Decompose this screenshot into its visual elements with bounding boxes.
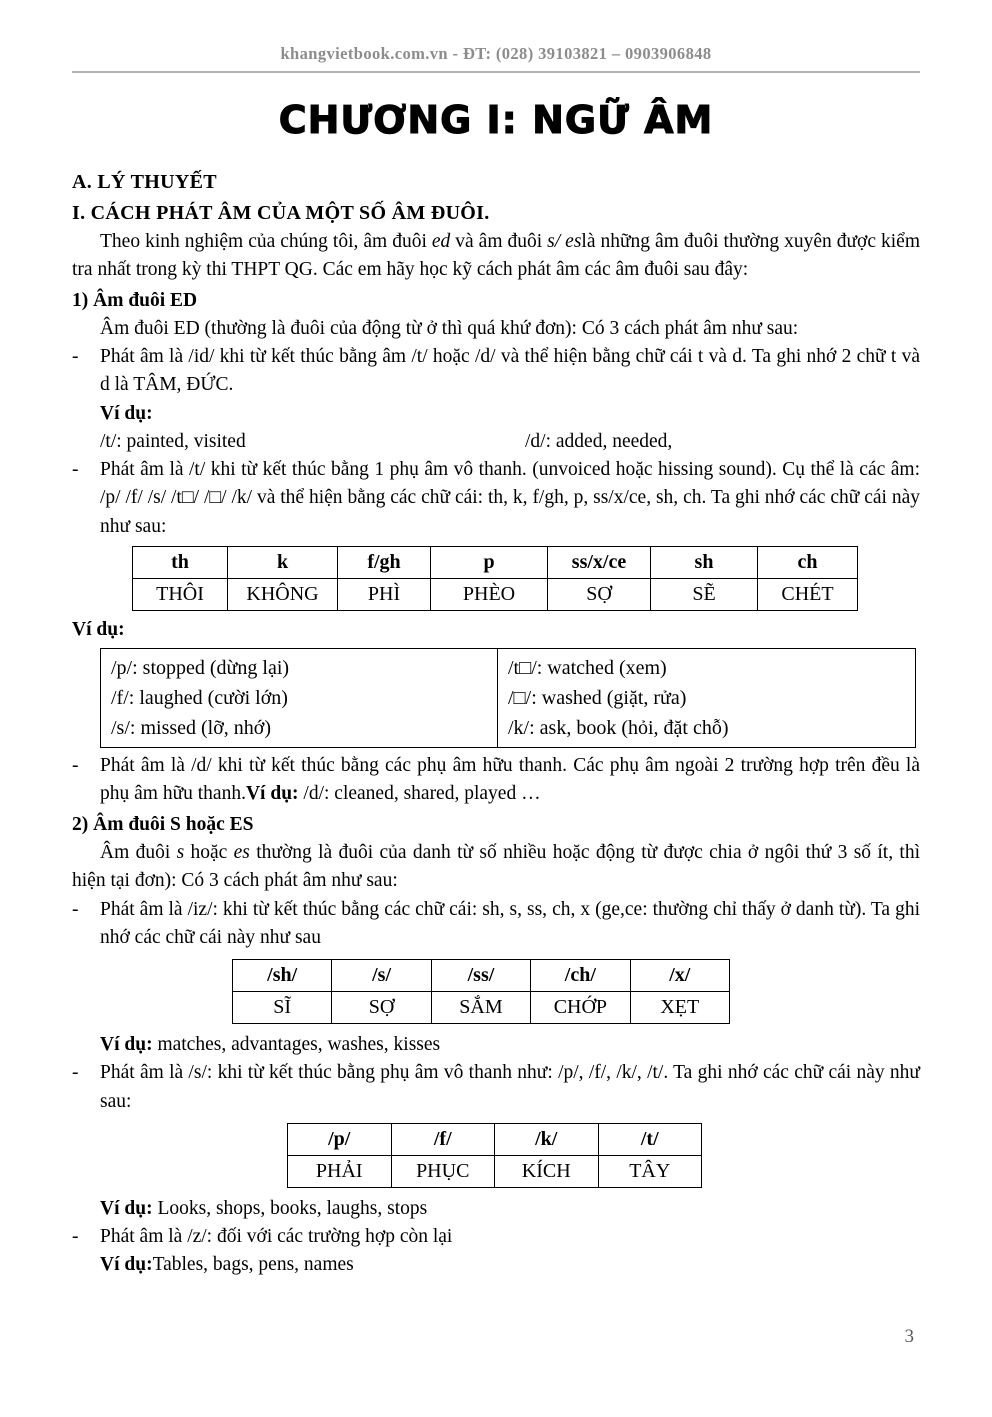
- header-divider: [72, 71, 920, 73]
- example-entry: /t□/: watched (xem): [508, 657, 667, 680]
- text-segment: matches, advantages, washes, kisses: [152, 1034, 441, 1056]
- table-cell: SẮM: [431, 992, 530, 1024]
- example-entry: /k/: ask, book (hỏi, đặt chỗ): [508, 717, 729, 740]
- page-header: [72, 42, 920, 66]
- intro-paragraph: [72, 228, 920, 285]
- table-header-row: [133, 546, 858, 578]
- bullet-marker: -: [72, 898, 79, 920]
- table-row: [288, 1155, 702, 1187]
- table-cell: KÍCH: [495, 1155, 599, 1187]
- ed-examples-table: [100, 648, 916, 748]
- s-examples-line: [72, 1195, 920, 1223]
- s-es-description: [72, 839, 920, 896]
- rule-id-bullet: [72, 343, 920, 400]
- rule-s-bullet: [72, 1059, 920, 1116]
- text-segment: s/ es: [547, 231, 582, 253]
- table-header-cell: ss/x/ce: [548, 546, 651, 578]
- rule-iz-bullet: [72, 896, 920, 953]
- bullet-marker: -: [72, 1062, 79, 1084]
- section-i-heading: I. CÁCH PHÁT ÂM CỦA MỘT SỐ ÂM ĐUÔI.: [72, 202, 490, 225]
- table-cell: PHÌ: [338, 578, 431, 610]
- subsection-ed-heading: 1) Âm đuôi ED: [72, 289, 198, 311]
- table-header-cell: /t/: [598, 1123, 702, 1155]
- iz-examples-line: [72, 1031, 920, 1059]
- bullet-marker: -: [72, 1226, 79, 1248]
- text-segment: Theo kinh nghiệm của chúng tôi, âm đuôi: [100, 231, 432, 253]
- header-text: khangvietbook.com.vn - ĐT: (028) 39103821 – 0903906848: [280, 44, 712, 63]
- iz-letters-mnemonic-table: [232, 959, 730, 1024]
- section-a-heading: A. LÝ THUYẾT: [72, 171, 217, 194]
- text-segment: Ví dụ:: [100, 1197, 153, 1219]
- table-header-cell: ch: [758, 546, 858, 578]
- text-segment: Tables, bags, pens, names: [152, 1254, 354, 1276]
- example-t-sound: /t/: painted, visited: [100, 430, 246, 452]
- ed-letters-mnemonic-table: [132, 546, 858, 611]
- table-header-cell: /ss/: [431, 960, 530, 992]
- text-segment: Phát âm là /d/ khi từ kết thúc bằng các phụ âm hữu thanh. Các phụ âm ngoài 2 trường hợp trên đều là phụ âm hữu thanh.: [100, 755, 920, 805]
- table-cell: PHÈO: [431, 578, 548, 610]
- text-segment: Âm đuôi: [100, 842, 177, 863]
- rule-id-text: Phát âm là /id/ khi từ kết thúc bằng âm /t/ hoặc /d/ và thể hiện bằng chữ cái t và d. Ta ghi nhớ 2 chữ t và d là TÂM, ĐỨC.: [100, 346, 920, 396]
- table-cell: KHÔNG: [228, 578, 338, 610]
- table-row: [133, 578, 858, 610]
- subsection-s-es-heading: 2) Âm đuôi S hoặc ES: [72, 813, 254, 835]
- vidu-label: Ví dụ:: [100, 402, 153, 424]
- table-header-cell: /x/: [630, 960, 729, 992]
- table-cell: XẸT: [630, 992, 729, 1024]
- rule-iz-text: Phát âm là /iz/: khi từ kết thúc bằng các chữ cái: sh, s, ss, ch, x (ge,ce: thường chỉ thấy ở danh từ). Ta ghi nhớ các chữ cái này như sau: [100, 898, 920, 948]
- table-cell: THÔI: [133, 578, 228, 610]
- table-cell: PHẢI: [288, 1155, 392, 1187]
- rule-d-bullet: [72, 752, 920, 809]
- chapter-title: CHƯƠNG I: NGỮ ÂM: [278, 97, 714, 142]
- text-segment: hoặc: [184, 842, 234, 863]
- table-header-cell: p: [431, 546, 548, 578]
- table-cell: TÂY: [598, 1155, 702, 1187]
- table-cell: SẼ: [651, 578, 758, 610]
- rule-t-text: Phát âm là /t/ khi từ kết thúc bằng 1 phụ âm vô thanh. (unvoiced hoặc hissing sound). Cụ thể là các âm: /p/ /f/ /s/ /t□/ /□/ /k/ và thể hiện bằng các chữ cái: th, k, f/gh, p, ss/x/ce, sh, ch. Ta ghi nhớ các chữ cái này như sau:: [100, 459, 920, 537]
- text-segment: ed: [431, 231, 451, 253]
- table-cell: PHỤC: [391, 1155, 495, 1187]
- table-header-cell: sh: [651, 546, 758, 578]
- text-segment: thường là đuôi của danh từ số nhiều hoặc động từ được chia ở ngôi thứ 3 số ít, thì hiện tại đơn): Có 3 cách phát âm như sau:: [72, 842, 921, 892]
- table-header-row: [288, 1123, 702, 1155]
- table-row: [233, 992, 730, 1024]
- rule-s-text: Phát âm là /s/: khi từ kết thúc bằng phụ âm vô thanh như: /p/, /f/, /k/, /t/. Ta ghi nhớ các chữ cái này như sau:: [100, 1062, 920, 1112]
- z-examples-line: [72, 1251, 920, 1279]
- bullet-marker: -: [72, 459, 79, 481]
- table-header-cell: th: [133, 546, 228, 578]
- text-segment: Ví dụ:: [100, 1034, 153, 1056]
- examples-left-cell: [101, 649, 498, 748]
- example-entry: /□/: washed (giặt, rửa): [508, 687, 687, 710]
- rule-z-text: Phát âm là /z/: đối với các trường hợp còn lại: [100, 1226, 453, 1248]
- ed-description: Âm đuôi ED (thường là đuôi của động từ ở thì quá khứ đơn): Có 3 cách phát âm như sau:: [100, 317, 799, 339]
- table-header-cell: /ch/: [531, 960, 630, 992]
- examples-right-cell: [498, 649, 916, 748]
- s-letters-mnemonic-table: [287, 1123, 702, 1188]
- text-segment: /d/: cleaned, shared, played …: [298, 783, 541, 805]
- text-segment: là những âm đuôi thường xuyên được kiểm tra nhất trong kỳ thi THPT QG. Các em hãy học kỹ cách phát âm các âm đuôi sau đây:: [72, 231, 920, 281]
- text-segment: Ví dụ:: [100, 1254, 153, 1276]
- text-segment: Ví dụ:: [245, 783, 299, 805]
- table-header-cell: /sh/: [233, 960, 332, 992]
- table-header-cell: f/gh: [338, 546, 431, 578]
- rule-d-text: [100, 752, 920, 809]
- table-cell: SỢ: [332, 992, 431, 1024]
- example-entry: /s/: missed (lỡ, nhớ): [111, 717, 272, 740]
- table-header-cell: /s/: [332, 960, 431, 992]
- text-segment: Looks, shops, books, laughs, stops: [152, 1197, 428, 1219]
- rule-t-bullet: [72, 456, 920, 541]
- text-segment: và âm đuôi: [450, 231, 548, 253]
- table-header-cell: /f/: [391, 1123, 495, 1155]
- table-row: [101, 649, 916, 748]
- text-segment: es: [233, 842, 250, 863]
- bullet-marker: -: [72, 346, 79, 368]
- bullet-marker: -: [72, 755, 79, 777]
- table-cell: SỢ: [548, 578, 651, 610]
- example-entry: /p/: stopped (dừng lại): [111, 657, 290, 680]
- table-header-cell: k: [228, 546, 338, 578]
- rule-z-bullet: [72, 1223, 920, 1251]
- example-d-sound: /d/: added, needed,: [525, 430, 673, 452]
- table-header-cell: /p/: [288, 1123, 392, 1155]
- table-cell: CHỚP: [531, 992, 630, 1024]
- text-segment: s: [176, 842, 185, 863]
- page-number: 3: [904, 1326, 914, 1348]
- vidu-label: Ví dụ:: [72, 618, 125, 640]
- ed-id-example-line: [72, 428, 920, 456]
- table-header-cell: /k/: [495, 1123, 599, 1155]
- table-cell: CHÉT: [758, 578, 858, 610]
- example-entry: /f/: laughed (cười lớn): [111, 687, 288, 710]
- table-header-row: [233, 960, 730, 992]
- table-cell: SĨ: [233, 992, 332, 1024]
